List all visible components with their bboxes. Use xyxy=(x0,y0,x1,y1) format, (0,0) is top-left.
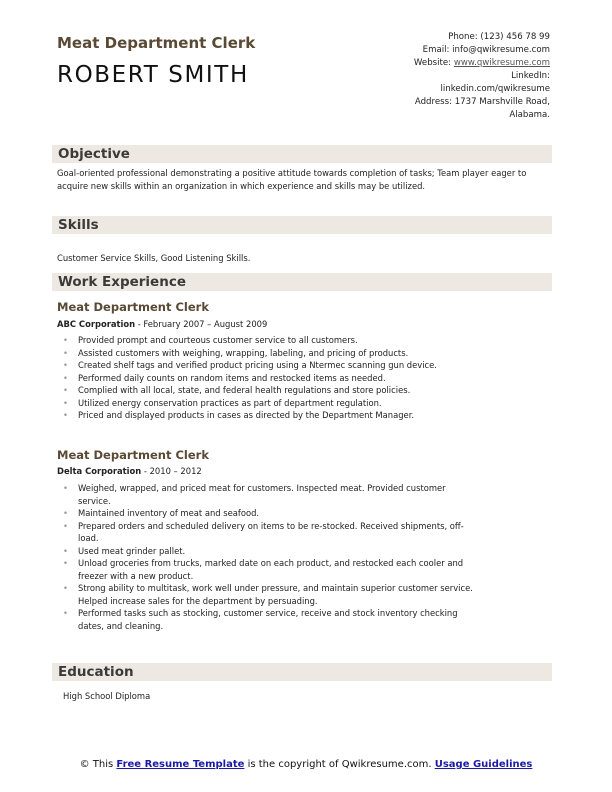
job-company-line xyxy=(57,465,547,478)
skills-text: Customer Service Skills, Good Listening Skills. xyxy=(57,253,251,263)
bullet: • Maintained inventory of meat and seafood. xyxy=(57,507,477,520)
skills-heading-bar xyxy=(52,216,552,234)
objective-heading: Objective xyxy=(58,146,130,162)
bullet: • Complied with all local, state, and federal health regulations and store policies. xyxy=(57,384,547,397)
education-heading-bar xyxy=(52,663,552,681)
bullet: • Provided prompt and courteous customer service to all customers. xyxy=(57,334,547,347)
bullet: • Prepared orders and scheduled delivery on items to be re-stocked. Received shipments, off-load. xyxy=(57,520,477,545)
linkedin: linkedin.com/qwikresume xyxy=(440,84,550,94)
website-label: Website: xyxy=(413,58,454,68)
bullet: • Priced and displayed products in cases as directed by the Department Manager. xyxy=(57,409,547,422)
job-bullets xyxy=(57,482,477,632)
bullet: • Created shelf tags and verified product pricing using a Ntermec scanning gun device. xyxy=(57,359,547,372)
bullet: • Unload groceries from trucks, marked date on each product, and restocked each cooler and freezer with a new product. xyxy=(57,557,477,582)
free-resume-template-link[interactable]: Free Resume Template xyxy=(116,759,245,770)
website-link[interactable]: www.qwikresume.com xyxy=(453,58,550,68)
objective-heading-bar xyxy=(52,145,552,163)
footer-middle: is the copyright of Qwikresume.com. xyxy=(244,759,435,770)
dates: - 2010 – 2012 xyxy=(141,466,202,476)
education-heading: Education xyxy=(58,664,134,680)
job-title: Meat Department Clerk xyxy=(57,300,209,314)
skills-heading: Skills xyxy=(58,217,99,233)
objective-text: Goal-oriented professional demonstrating a positive attitude towards completion of tasks; Team player eager to acquire new skills within an organization in which experience and skills may be utilized. xyxy=(57,168,527,191)
address-line-2: Alabama. xyxy=(509,110,550,120)
phone: Phone: (123) 456 78 99 xyxy=(448,32,550,42)
footer xyxy=(0,758,612,771)
website xyxy=(350,57,550,70)
job-company-line xyxy=(57,318,547,331)
education-text: High School Diploma xyxy=(63,691,151,701)
bullet: • Performed tasks such as stocking, customer service, receive and stock inventory checking dates, and cleaning. xyxy=(57,607,477,632)
work-heading: Work Experience xyxy=(58,274,186,290)
bullet: • Strong ability to multitask, work well under pressure, and maintain superior customer service. Helped increase sales for the department by persuading. xyxy=(57,582,477,607)
company: Delta Corporation xyxy=(57,466,142,476)
work-heading-bar xyxy=(52,273,552,291)
email: Email: info@qwikresume.com xyxy=(422,45,550,55)
company: ABC Corporation xyxy=(57,319,136,329)
bullet: • Performed daily counts on random items and restocked items as needed. xyxy=(57,372,547,385)
job-title: Meat Department Clerk xyxy=(57,448,209,462)
linkedin-label: LinkedIn: xyxy=(511,71,550,81)
candidate-name: ROBERT SMITH xyxy=(57,62,249,88)
job-bullets xyxy=(57,334,547,422)
dates: - February 2007 – August 2009 xyxy=(135,319,268,329)
address-line-1: Address: 1737 Marshville Road, xyxy=(414,97,550,107)
footer-prefix: © This xyxy=(79,759,117,770)
bullet: • Utilized energy conservation practices as part of department regulation. xyxy=(57,397,547,410)
bullet: • Weighed, wrapped, and priced meat for customers. Inspected meat. Provided customer service. xyxy=(57,482,477,507)
bullet: • Used meat grinder pallet. xyxy=(57,545,477,558)
contact-block xyxy=(350,31,550,122)
usage-guidelines-link[interactable]: Usage Guidelines xyxy=(434,759,533,770)
resume-job-title: Meat Department Clerk xyxy=(57,34,256,52)
bullet: • Assisted customers with weighing, wrapping, labeling, and pricing of products. xyxy=(57,347,547,360)
